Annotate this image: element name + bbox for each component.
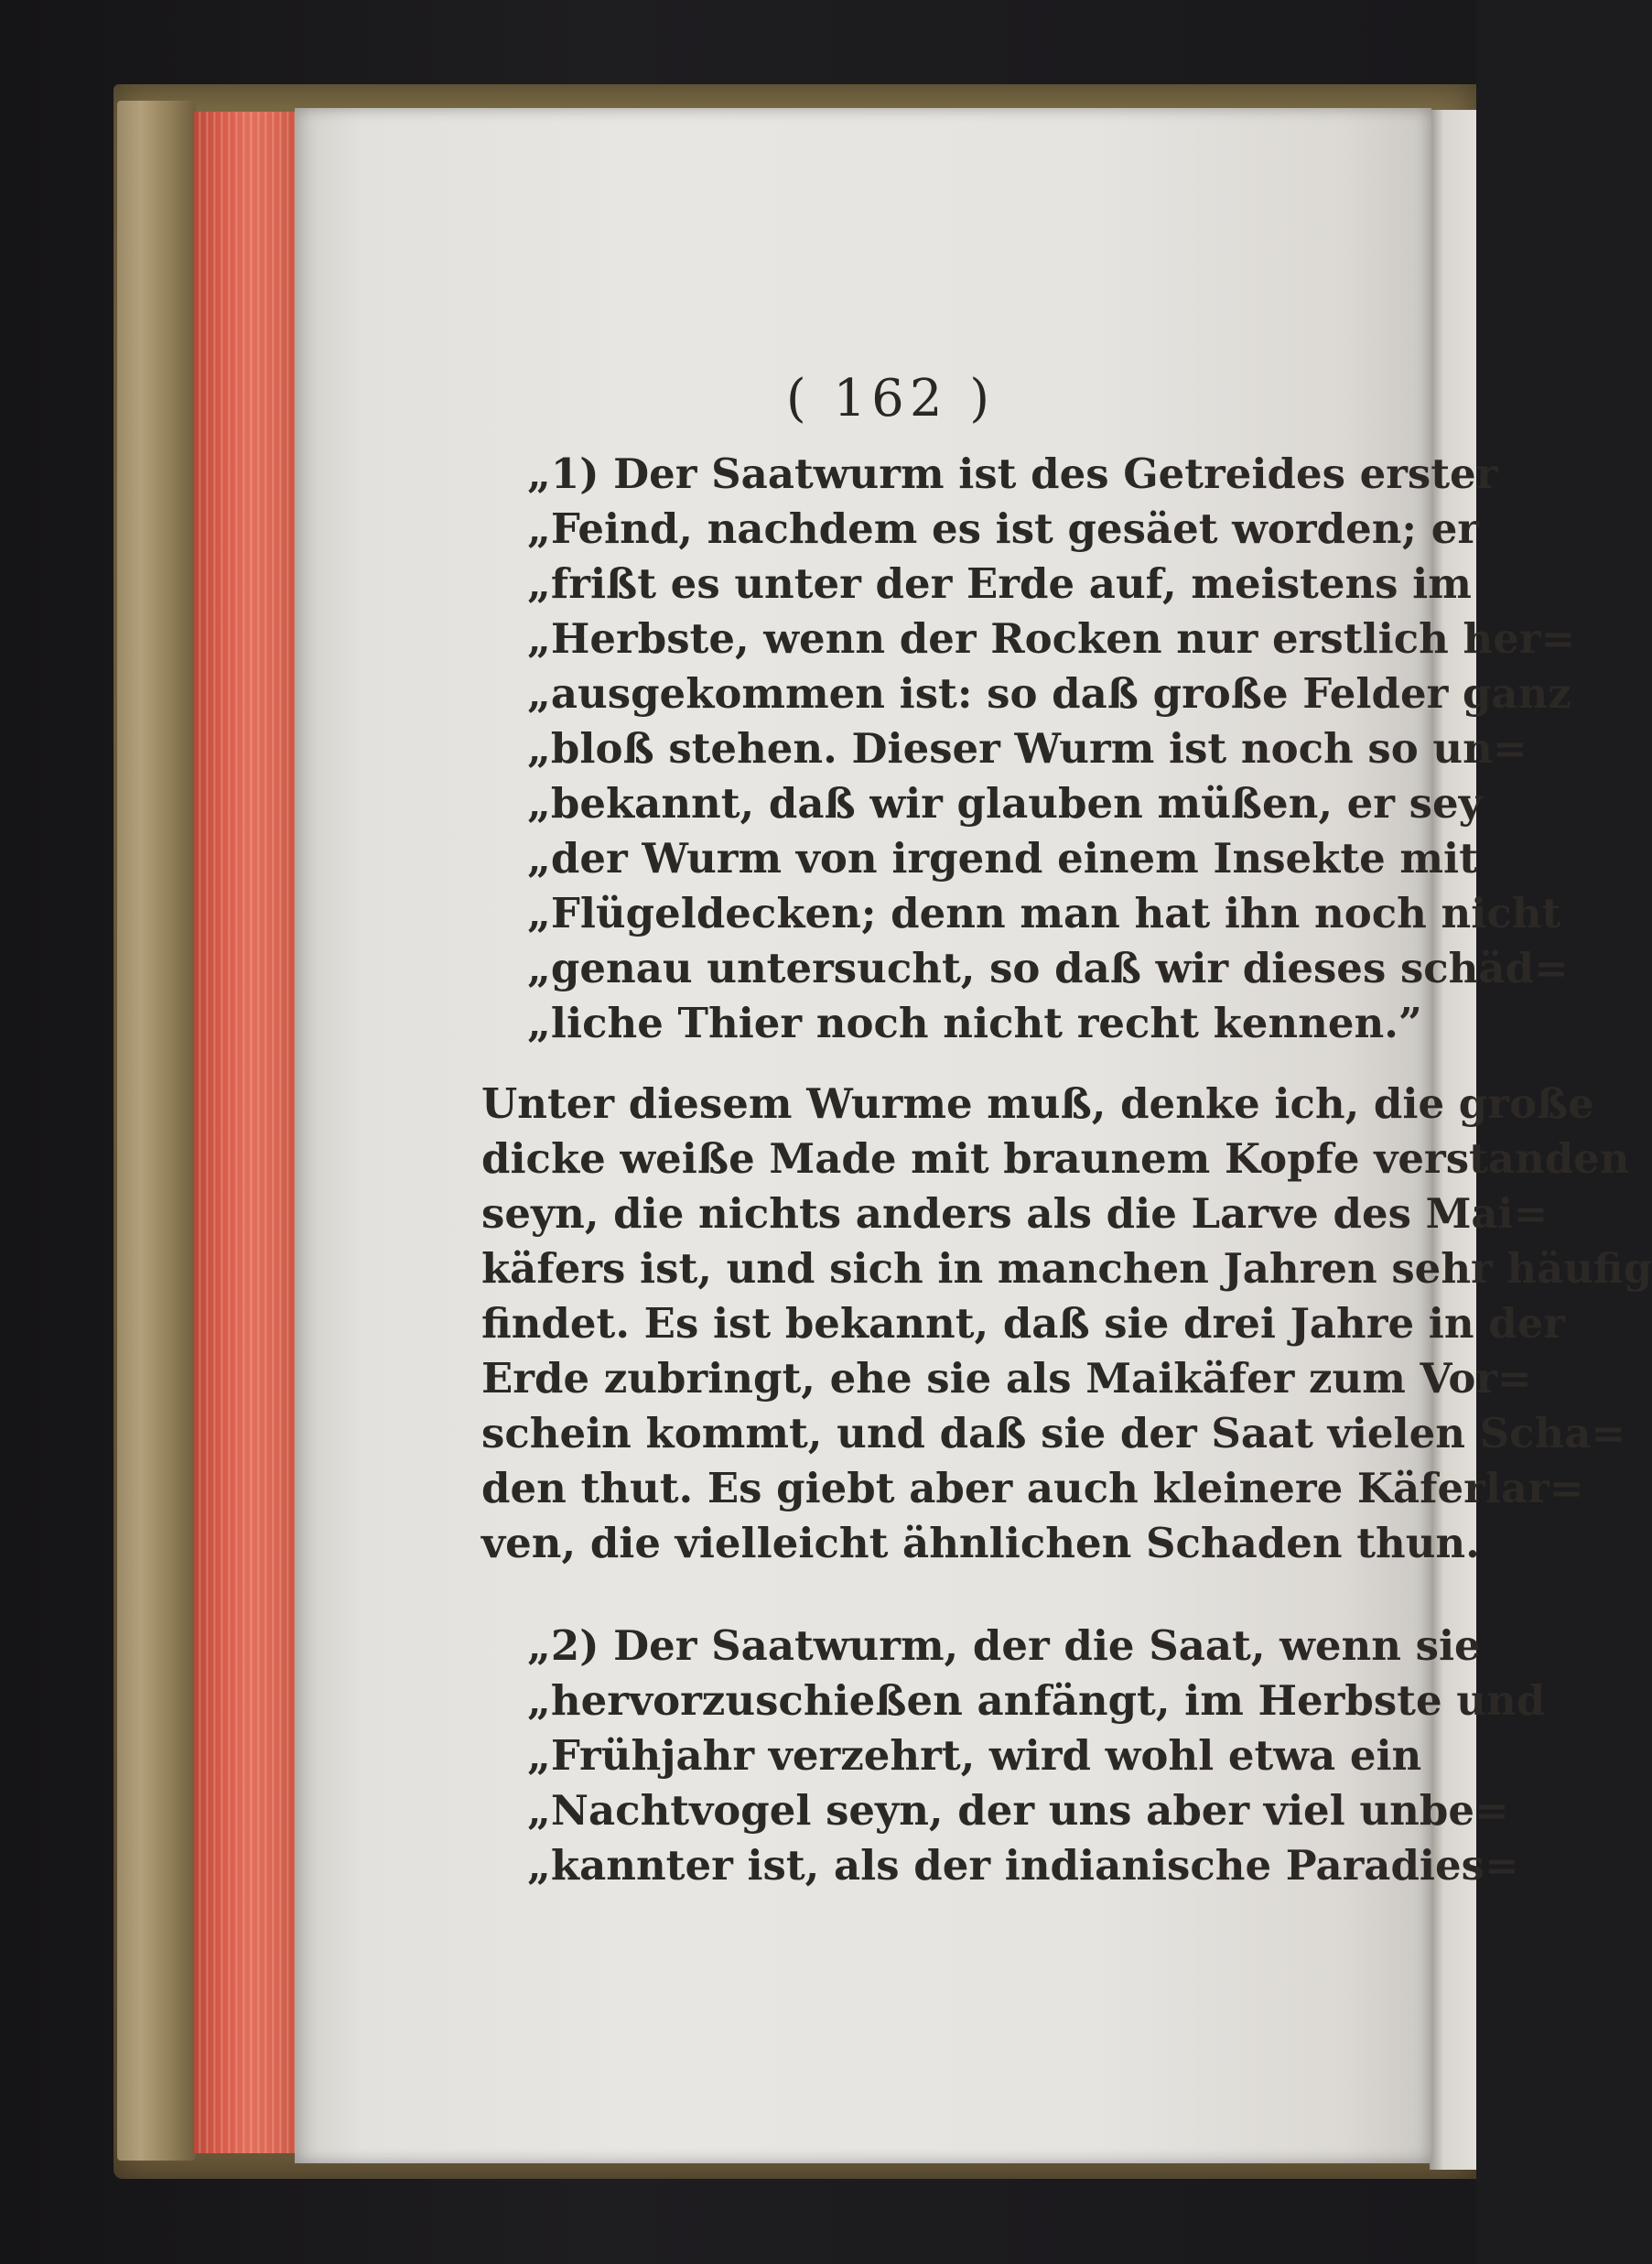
text-line: „bekannt, daß wir glauben müßen, er sey	[527, 779, 1483, 828]
text-line: findet. Es ist bekannt, daß sie drei Jahre in der	[481, 1299, 1566, 1348]
quote-paragraph-1	[295, 447, 1576, 1051]
text-line: dicke weiße Made mit braunem Kopfe verstanden	[481, 1134, 1630, 1183]
text-line: „der Wurm von irgend einem Insekte mit	[527, 834, 1478, 883]
text-line: Unter diesem Wurme muß, denke ich, die große	[481, 1079, 1594, 1128]
text-line: ven, die vielleicht ähnlichen Schaden thun.	[481, 1519, 1480, 1567]
text-line: „ausgekommen ist: so daß große Felder ganz	[527, 669, 1571, 718]
quote-paragraph-2	[295, 1619, 1546, 1893]
text-line: „Frühjahr verzehrt, wird wohl etwa ein	[527, 1731, 1422, 1780]
text-line: schein kommt, und daß sie der Saat vielen Scha=	[481, 1409, 1626, 1457]
text-line: „Herbste, wenn der Rocken nur erstlich her=	[527, 614, 1576, 663]
text-line: seyn, die nichts anders als die Larve des Mai=	[481, 1189, 1549, 1238]
text-line: „liche Thier noch nicht recht kennen.”	[527, 999, 1422, 1047]
text-line: „Flügeldecken; denn man hat ihn noch nicht	[527, 889, 1561, 937]
red-page-edges	[194, 112, 298, 2153]
text-line: „1) Der Saatwurm ist des Getreides erster	[527, 450, 1498, 498]
text-line: Erde zubringt, ehe sie als Maikäfer zum Vor=	[481, 1354, 1532, 1403]
text-line: „frißt es unter der Erde auf, meistens im	[527, 559, 1472, 608]
text-line: „hervorzuschießen anfängt, im Herbste und	[527, 1676, 1546, 1725]
body-paragraph	[295, 1077, 1652, 1571]
text-line: „bloß stehen. Dieser Wurm ist noch so un=	[527, 724, 1528, 773]
book-spine-edge	[117, 101, 196, 2161]
text-line: „2) Der Saatwurm, der die Saat, wenn sie	[527, 1621, 1481, 1670]
book-page	[295, 108, 1652, 2163]
text-line: „kannter ist, als der indianische Paradies=	[527, 1841, 1519, 1890]
text-line: „Feind, nachdem es ist gesäet worden; er	[527, 504, 1480, 553]
text-line: „genau untersucht, so daß wir dieses schäd=	[527, 944, 1569, 992]
text-line: den thut. Es giebt aber auch kleinere Käferlar=	[481, 1464, 1584, 1512]
text-line: käfers ist, und sich in manchen Jahren sehr häufig	[481, 1244, 1652, 1293]
page-number: ( 162 )	[785, 369, 996, 428]
text-line: „Nachtvogel seyn, der uns aber viel unbe=	[527, 1786, 1509, 1835]
